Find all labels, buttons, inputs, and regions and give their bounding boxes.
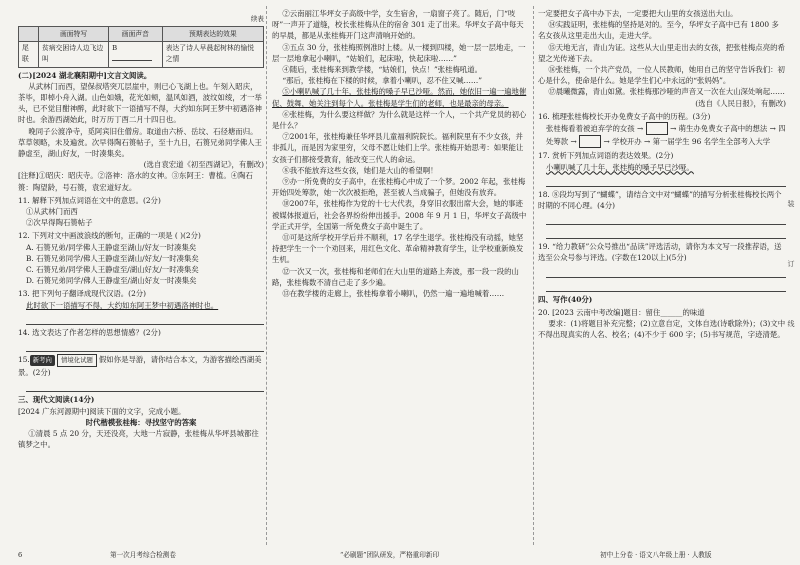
question-13: 13. 把下列句子翻译成现代汉语。(2分) <box>18 289 147 299</box>
table-label: 续表 <box>250 15 264 23</box>
table-header: 画面声音 <box>109 27 163 42</box>
flow-blank[interactable] <box>646 122 668 135</box>
question-item: ①从武林门而西 <box>26 207 78 217</box>
analysis-table <box>18 26 264 67</box>
binding-mark: 订 <box>787 260 795 267</box>
question-item: ②次早得陶石篑帖子 <box>26 218 93 228</box>
article-paragraph: ⑯张桂梅，一个共产党员，一位人民教师，她用自己的坚守告诉我们：初心是什么，使命是什么。她是学生们心中永远的“张妈妈”。 <box>538 65 785 86</box>
option-d: D. 石篑兄弟同学/佛人王静虚至/湖山好友一时凑集矣 <box>26 276 197 286</box>
article-paragraph: ④随后，张桂梅来到教学楼，“姑娘们，快点！”张桂梅吼道。 <box>282 65 483 75</box>
table-cell: 尾联 <box>19 42 39 67</box>
article-paragraph: ⑩2007年，张桂梅作为党的十七大代表，身穿旧衣服出席大会，她的事迹被媒体报道后，社会各界纷纷伸出援手。2008 年 9 月 1 日，华坪女子高级中学正式开学，全国第一所免费女子高中诞生了。 <box>272 199 527 231</box>
section-title: 四、写作(40分) <box>538 294 593 304</box>
answer-line[interactable] <box>546 267 786 278</box>
option-a: A. 石篑兄弟/同学佛人王静虚至湖山/好友一时凑集矣 <box>26 242 197 252</box>
column-middle <box>272 8 530 539</box>
article-paragraph: ⑨办一所免费的女子高中，在张桂梅心中成了一个梦。2002 年起，张桂梅开始四处筹款，她一次次被拒绝，甚至被人当成骗子，但她没有放弃。 <box>272 177 526 198</box>
question-18: 18. ⑧段均写到了“蝴蝶”，请结合文中对“蝴蝶”的描写分析张桂梅校长两个时期的不同心理。(4分) <box>538 189 782 211</box>
column-left <box>18 14 264 539</box>
footer-right: 初中上分卷 · 语文八年级上册 · 人教版 <box>600 551 712 559</box>
answer-line[interactable] <box>26 341 264 352</box>
page-number: 6 <box>18 551 23 559</box>
article-paragraph: ⑪可是这所学校开学后并不顺利，17 名学生退学。张桂梅没有动摇，她坚持把学生一个一个劝回来，用红色文化、革命精神教育学生，让学校重新焕发生机。 <box>272 233 524 265</box>
table-header: 画面特写 <box>39 27 109 42</box>
flow-step: 张桂梅看着被迫弃学的女孩 <box>546 124 635 134</box>
flow-chain: 张桂梅看着被迫弃学的女孩 → → 萌生办免费女子高中的想法 → 四处筹款 → → 学校开办 → 第一届学生 96 名学生全部考入大学 <box>538 122 786 148</box>
column-divider <box>533 6 534 545</box>
source-note: (选自袁宏道《初至西湖记》，有删改) <box>143 160 264 170</box>
option-b: B. 石篑兄弟同学/佛人王静虚至湖山/好友/一时凑集矣 <box>26 253 199 263</box>
option-c: C. 石篑兄弟/同学佛人王静虚至/湖山好友/一时凑集矣 <box>26 265 199 275</box>
flow-blank[interactable] <box>579 135 601 148</box>
question-20: 20. [2023 云南中考改编]题目：留住______的味道 <box>538 307 705 317</box>
table-cell-answer[interactable]: B <box>109 42 163 67</box>
question-15: 15. 新考向 情境化试题 假如你是导游，请你结合本文，为游客描绘西湖美景。(2分) <box>18 355 262 378</box>
question-16: 16. 梳理张桂梅校长开办免费女子高中的历程。(3分) <box>538 111 711 121</box>
section-title: 三、现代文阅读(14分) <box>18 395 95 405</box>
article-paragraph: ⑧我不能放弃这些女孩，她们是大山的希望啊！ <box>282 165 438 175</box>
article-paragraph: ⑫一次又一次，张桂梅和老师们在大山里的道路上奔波，那一段一段的山路，张桂梅数不清自己走了多少遍。 <box>272 266 519 287</box>
article-paragraph: ⑬在教学楼的走廊上，张桂梅拿着小喇叭，仍然一遍一遍地喊着…… <box>282 289 505 299</box>
question-11: 11. 解释下列加点词语在文中的意思。(2分) <box>18 195 161 205</box>
question-14: 14. 选文表达了作者怎样的思想情感？(2分) <box>18 327 161 337</box>
article-paragraph: 一定要把女子高中办下去，一定要把大山里的女孩送出大山。 <box>538 9 738 18</box>
table-header: 预期表达的效果 <box>162 27 263 42</box>
section-subtitle: [2024 广东河源期中]阅读下面的文字，完成小题。 <box>18 406 186 416</box>
article-paragraph: ⑤小喇叭喊了几十年，张桂梅的嗓子早已沙哑。然而，她依旧一遍一遍地催促、鼓舞，她关注到每个人。张桂梅是学生们的老师，也是最亲的母亲。 <box>272 87 527 108</box>
answer-line[interactable] <box>26 381 264 392</box>
writing-requirements: 要求：(1)将题目补充完整；(2)立意自定，文体自选(诗歌除外)；(3)文中不得出现真实的人名、校名；(4)不少于 600 字；(5)书写规范，字迹清楚。 <box>538 319 786 340</box>
table-cell: 表达了诗人早晨起树林的愉悦之情 <box>162 42 263 67</box>
article-paragraph: ①清晨 5 点 20 分，天还没亮，大地一片寂静，张桂梅从华坪县城都往镇梦之中。 <box>18 429 259 450</box>
table-header <box>19 27 39 42</box>
flow-step: 第一届学生 96 名学生全部考入大学 <box>652 137 771 147</box>
answer-line[interactable] <box>546 214 786 225</box>
article-paragraph: ⑭实践证明，张桂梅的坚持是对的。至今，华坪女子高中已有 1800 多名女孩从这里走出大山，走进大学。 <box>538 20 779 41</box>
translate-sentence: 此时欲下一语描写不得，大约如东阿王梦中初遇洛神时也。 <box>26 300 219 310</box>
flow-step: 四处筹款 <box>546 124 786 147</box>
footer-middle: “必刷题”团队研发，严格重印新印 <box>340 551 440 559</box>
flow-step: 学校开办 <box>612 137 642 147</box>
answer-line[interactable] <box>546 176 786 187</box>
answer-line[interactable] <box>546 228 786 239</box>
flow-step: 萌生办免费女子高中的想法 <box>678 124 768 134</box>
article-paragraph: ⑦2001年，张桂梅兼任华坪县儿童福利院院长。福利院里有不少女孩，并非孤儿，而是因为家里穷，父母不愿让她们上学。张桂梅开始思考：如果能让女孩子们都接受教育，能改变三代人的命运。 <box>272 132 524 164</box>
situational-badge: 情境化试题 <box>57 354 97 367</box>
column-divider <box>266 6 267 545</box>
column-right <box>538 8 786 539</box>
question-19: 19. “给力教研”公众号推出“品读”评选活动，请你为本文写一段推荐语，送选至公众号参与评选。(字数在120以上)(5分) <box>538 242 782 263</box>
article-title: 时代楷模张桂梅：寻找坚守的答案 <box>85 417 197 427</box>
binding-mark: 装 <box>787 200 795 207</box>
article-paragraph: “那后，张桂梅在下楼的时候，拿着小喇叭，忍不住又喊……” <box>282 76 483 86</box>
article-paragraph: ②云南丽江华坪女子高级中学，女生宿舍，一扇窗子亮了。随后，门“吱呀”一声开了道缝，校长张桂梅从住的宿舍 301 走了出来。华坪女子高中每天的早晨，都是从张桂梅开门这声清响开始的。 <box>272 9 524 41</box>
footer-left: 第一次月考综合检测卷 <box>110 551 176 559</box>
source-note: (选自《人民日报》，有删改) <box>695 98 786 108</box>
answer-line[interactable] <box>546 281 786 292</box>
question-17: 17. 赏析下列加点词语的表达效果。(2分) <box>538 151 674 161</box>
new-trend-badge: 新考向 <box>30 355 55 366</box>
table-cell: 贫病交困诗人边飞边叫 <box>39 42 109 67</box>
appreciate-sentence: 小喇叭喊了几十年，张桂梅的嗓子早已沙哑。 <box>546 162 694 172</box>
article-paragraph: ⑰晨曦微露，青山如黛。张桂梅那沙哑的声音又一次在大山深处响起…… <box>548 87 785 97</box>
section-title: (二)[2024 湖北襄阳期中]文言文阅读。 <box>18 70 152 80</box>
question-12: 12. 下列对文中画波浪线的断句，正确的一项是 ( )(2分) <box>18 231 201 241</box>
annotation-notes: [注释]①昭庆：昭庆寺。②洛神：洛水的女神。③东阿王：曹植。④陶石篑：陶望龄，号石篑，袁宏道好友。 <box>18 171 253 192</box>
article-paragraph: ⑥张桂梅，为什么要这样做？为什么就是这样一个人，一个共产党员的初心是什么？ <box>272 109 527 131</box>
answer-line[interactable] <box>26 314 264 325</box>
passage-paragraph: 从武林门而西，望保叔塔突兀层崖中，则已心飞湖上也。午刻入昭庆，茶毕，即棹小舟入湖。山色如娥，花光如颊，温风如酒，波纹如绫，才一举头，已不觉目酣神醉，此时欲下一语描写不得，大约如东阿王梦中初遇洛神时也。余游西湖始此，时万历丁酉二月十四日也。 <box>18 81 262 125</box>
article-paragraph: ⑮天地无言，青山为证。这些从大山里走出去的女孩，把张桂梅点亮的希望之光传递下去。 <box>538 42 785 63</box>
article-paragraph: ③五点 30 分，张桂梅照例准时上楼。从一楼到四楼，她一层一层地走，一层一层地拿起小喇叭，“姑娘们，起床啦，快起床啦……” <box>272 42 526 63</box>
binding-mark: 线 <box>787 320 795 327</box>
passage-paragraph: 晚同子公渡净寺，觅阿宾旧住僧房。取道由六桥、岳坟、石径塘而归。草草领略，未及遍赏。次早得陶石篑帖子，至十九日，石篑兄弟同学佛人王静虚至，湖山好友，一时凑集矣。 <box>18 126 262 159</box>
